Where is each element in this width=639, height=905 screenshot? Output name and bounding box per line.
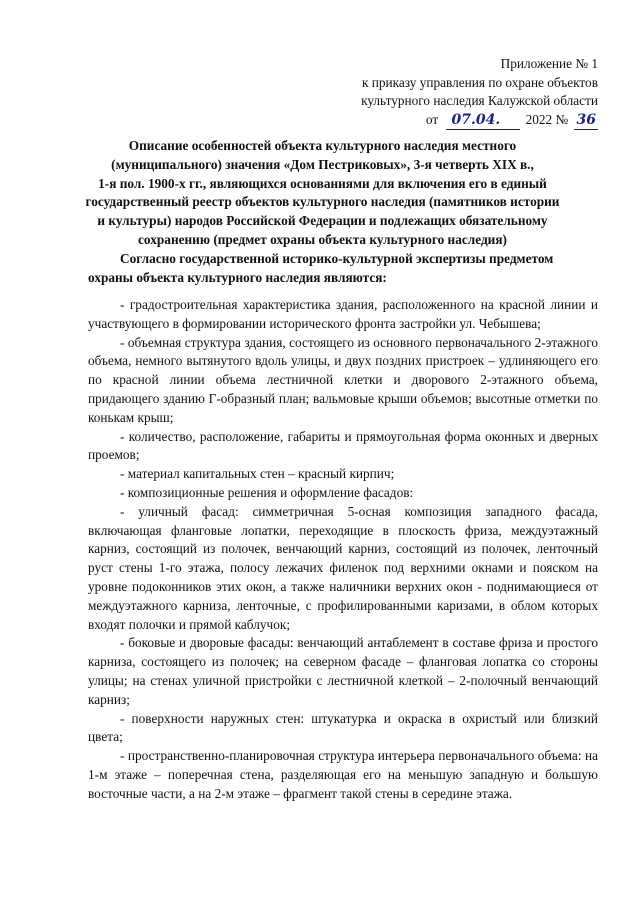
list-item: - пространственно-планировочная структура интерьера первоначального объема: на 1-м этаже – поперечная стена, разделяющая его на меньшую западную и большую восточные части, а на 2-м этаже – фрагмент такой стены в середине этажа. — [88, 748, 598, 801]
appendix-number: Приложение № 1 — [500, 56, 598, 71]
title-line: Описание особенностей объекта культурного наследия местного — [128, 138, 517, 153]
list-item: - поверхности наружных стен: штукатурка и окраска в охристый или близкий цвета; — [88, 710, 598, 745]
list-item: - количество, расположение, габариты и прямоугольная форма оконных и дверных проемов; — [88, 428, 598, 463]
date-prefix: от — [425, 111, 439, 127]
issuing-authority: культурного наследия Калужской области — [361, 93, 598, 108]
order-reference: к приказу управления по охране объектов — [361, 74, 598, 90]
intro-statement — [88, 250, 598, 287]
intro-line: охраны объекта культурного наследия являются: — [88, 269, 387, 285]
order-date-line — [361, 111, 598, 131]
list-item: - уличный фасад: симметричная 5-осная композиция западного фасада, включающая фланговые лопатки, переходящие в плоскость фриза, междуэтажный карниз, состоящий из полочек, венчающий карниз, состоящий из полочек, ленточный руст стены 1-го этажа, полосу лежачих филенок под верхними окнами и пояском на уровне подоконников этих окон, а также наличники верхних окон - поднимающиеся от междуэтажного карниза, ленточные, с профилированными каризами, в облом которых входят полочки и прямой каблучок; — [88, 503, 598, 632]
protection-subject-list — [88, 296, 598, 804]
handwritten-date: 07.04. — [446, 111, 521, 131]
list-item: - материал капитальных стен – красный кирпич; — [120, 466, 395, 482]
handwritten-order-number: 36 — [574, 111, 598, 131]
number-sign: № — [555, 111, 569, 127]
appendix-header — [361, 55, 598, 130]
list-item: - боковые и дворовые фасады: венчающий антаблемент в составе фриза и простого карниза, состоящего из полочек; на северном фасаде – фланговая лопатка со стороны улицы; на стенах уличной пристройки с лестничной клеткой – 2-полочный венчающий карниз; — [88, 635, 598, 707]
title-line: сохранению (предмет охраны объекта культурного наследия) — [138, 231, 507, 247]
order-year: 2022 — [525, 111, 553, 127]
title-line: и культуры) народов Российской Федерации и подлежащих обязательному — [97, 213, 548, 229]
list-item: - объемная структура здания, состоящего из основного первоначального 2-этажного объема, немного вытянутого вдоль улицы, и двух поздних пристроек – удлиняющего его по красной линии объема лестничной клетки и дворового 2-этажного объема, придающего зданию Г-образный план; вальмовые крыши объемов; высотные отметки по конькам крыш; — [88, 334, 598, 425]
list-item: - композиционные решения и оформление фасадов: — [120, 484, 414, 500]
title-line: 1-я пол. 1900-х гг., являющихся основаниями для включения его в единый — [98, 175, 547, 191]
title-line: государственный реестр объектов культурного наследия (памятников истории — [85, 194, 560, 210]
list-item: - градостроительная характеристика здания, расположенного на красной линии и участвующего в формировании исторического фронта застройки ул. Чебышева; — [88, 297, 598, 331]
document-title — [60, 137, 585, 250]
title-line: (муниципального) значения «Дом Пестриковых», 3-я четверть XIX в., — [111, 156, 534, 172]
intro-line: Согласно государственной историко-культурной экспертизы предметом — [120, 251, 554, 266]
